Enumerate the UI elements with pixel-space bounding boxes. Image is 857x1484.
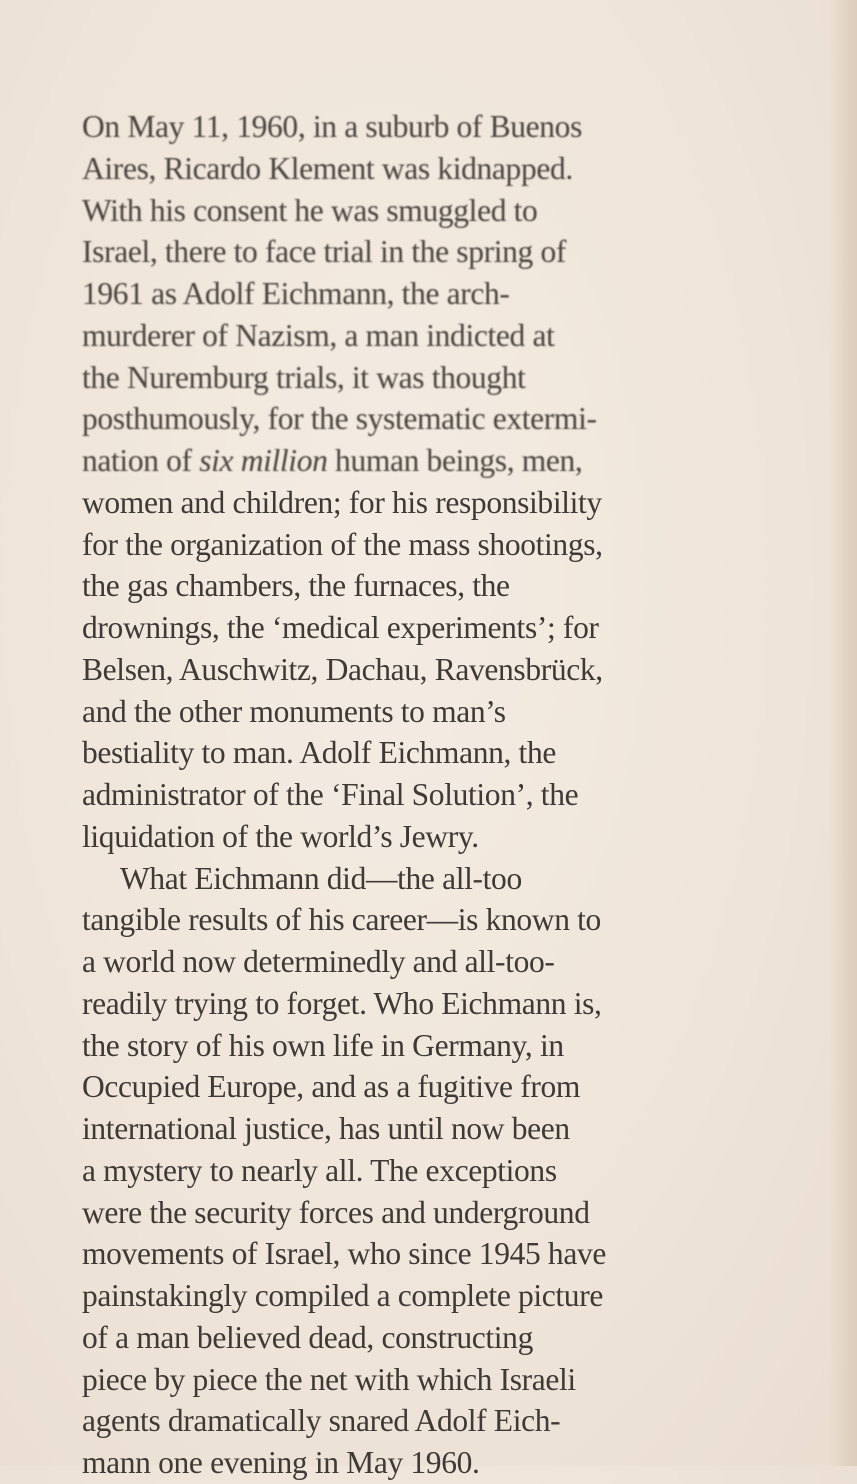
text-line: a world now determinedly and all-too-	[82, 944, 555, 979]
paragraph-2	[82, 858, 802, 1484]
text-line: were the security forces and underground	[82, 1194, 590, 1230]
text-line: painstakingly compiled a complete picture	[82, 1278, 603, 1313]
page-edge-shadow	[829, 0, 857, 1466]
text-line: Occupied Europe, and as a fugitive from	[82, 1069, 581, 1105]
text-line: the Nuremburg trials, it was thought	[82, 359, 526, 395]
text-line: On May 11, 1960, in a suburb of Buenos	[82, 109, 582, 144]
text-segment: human beings, men,	[327, 443, 583, 478]
text-line: piece by piece the net with which Israeli	[82, 1361, 576, 1397]
text-line: murderer of Nazism, a man indicted at	[82, 317, 555, 353]
text-line	[82, 440, 802, 482]
blurb-text	[82, 106, 802, 1484]
paragraph-1	[82, 106, 802, 858]
text-line: of a man believed dead, constructing	[82, 1319, 533, 1355]
emphasis-six-million: six million	[199, 443, 328, 478]
text-line: a mystery to nearly all. The exceptions	[82, 1152, 557, 1188]
text-line: international justice, has until now been	[82, 1111, 570, 1146]
text-line: agents dramatically snared Adolf Eich-	[82, 1403, 561, 1439]
text-line: bestiality to man. Adolf Eichmann, the	[82, 735, 556, 771]
text-line: mann one evening in May 1960.	[82, 1445, 480, 1480]
text-line: for the organization of the mass shootings,	[82, 526, 603, 562]
text-line: drownings, the ‘medical experiments’; for	[82, 610, 599, 645]
text-line: With his consent he was smuggled to	[82, 192, 538, 228]
text-line: the story of his own life in Germany, in	[82, 1027, 564, 1063]
text-line: 1961 as Adolf Eichmann, the arch-	[82, 276, 510, 311]
text-line: Belsen, Auschwitz, Dachau, Ravensbrück,	[82, 651, 603, 687]
text-line: tangible results of his career—is known to	[82, 902, 601, 938]
text-line: posthumously, for the systematic extermi-	[82, 401, 597, 437]
text-line: movements of Israel, who since 1945 have	[82, 1236, 606, 1272]
text-line: Israel, there to face trial in the spring of	[82, 234, 567, 270]
text-line: readily trying to forget. Who Eichmann is,	[82, 985, 602, 1021]
text-line: liquidation of the world’s Jewry.	[82, 818, 479, 854]
text-line: administrator of the ‘Final Solution’, the	[82, 777, 579, 812]
text-line: What Eichmann did—the all-too	[120, 860, 522, 896]
text-line: and the other monuments to man’s	[82, 693, 506, 729]
text-segment: nation of	[82, 443, 200, 478]
text-line: the gas chambers, the furnaces, the	[82, 568, 510, 604]
text-line: women and children; for his responsibility	[82, 484, 602, 520]
text-line: Aires, Ricardo Klement was kidnapped.	[82, 150, 573, 186]
